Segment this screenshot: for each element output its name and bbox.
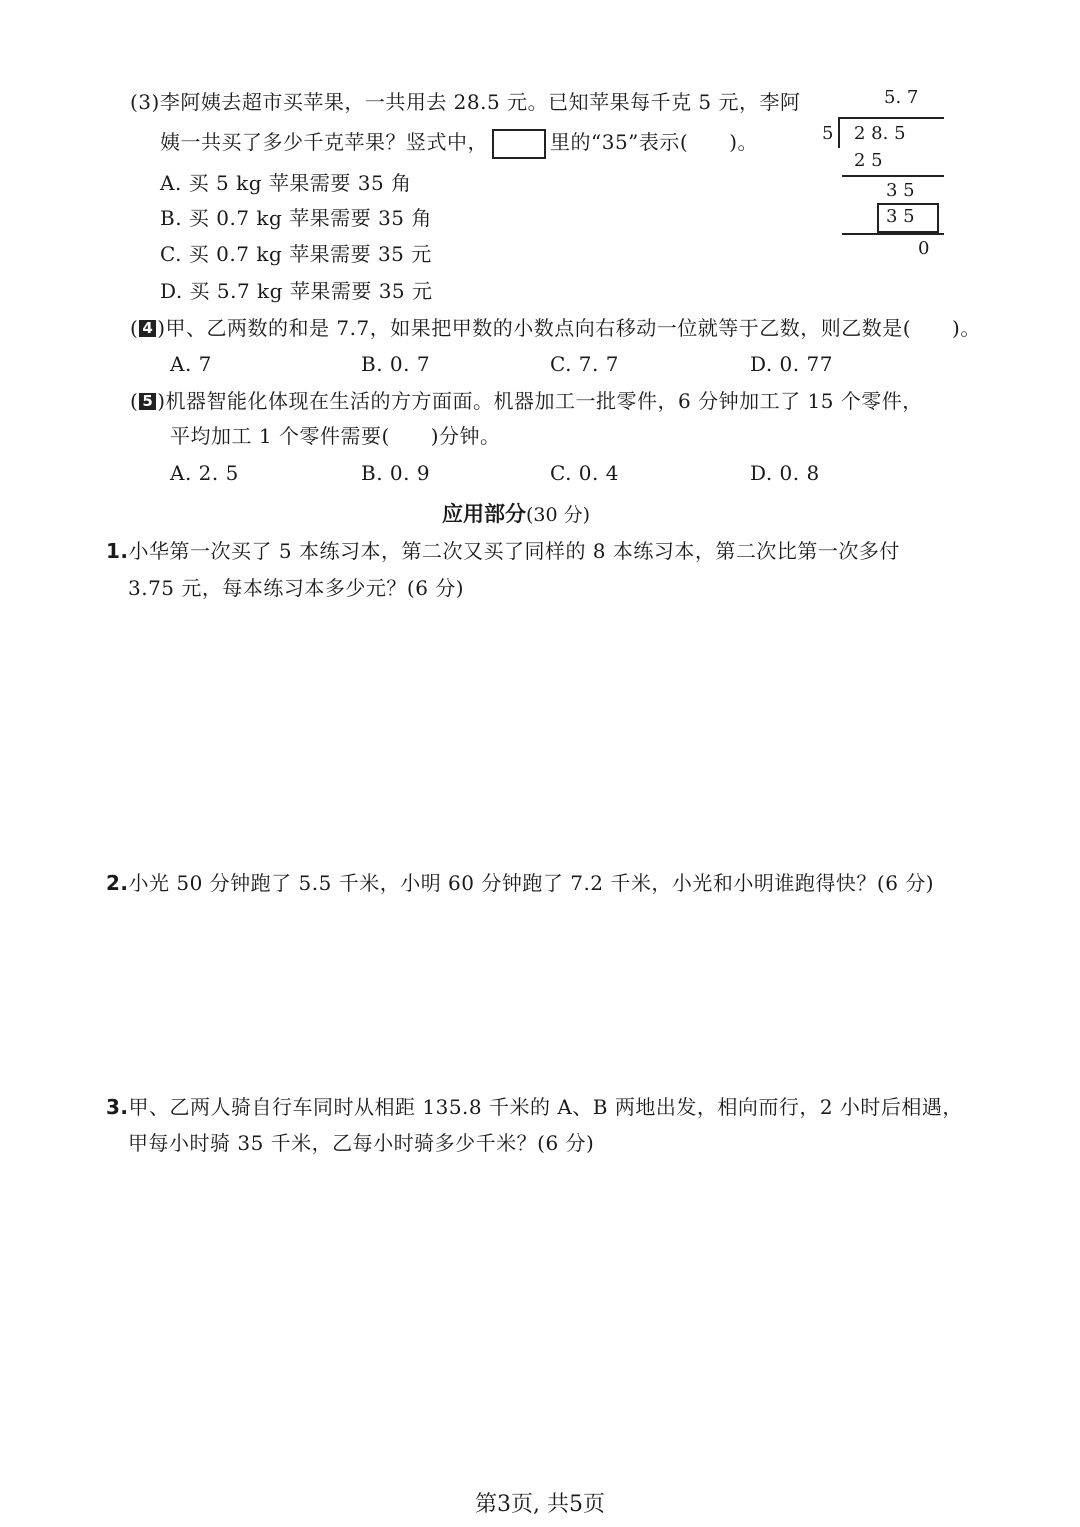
section-title-text: 应用部分	[442, 502, 526, 526]
q5-option-b: B. 0. 9	[361, 461, 431, 485]
q4-line1	[130, 314, 981, 342]
q3-line2-b: 里的“35”表示( )。	[550, 130, 759, 154]
q4-option-c: C. 7. 7	[550, 352, 619, 376]
q5-text: )机器智能化体现在生活的方方面面。机器加工一批零件，6 分钟加工了 15 个零件，	[157, 389, 923, 413]
section-score: (30 分)	[526, 504, 591, 526]
q4-option-d: D. 0. 77	[750, 352, 833, 376]
app3-text: 甲、乙两人骑自行车同时从相距 135.8 千米的 A、B 两地出发，相向而行，2 小时后相遇，	[128, 1095, 963, 1119]
section-title	[442, 498, 590, 528]
page-number: 第3页, 共5页	[475, 1492, 605, 1517]
app1-number: 1.	[106, 539, 129, 563]
q5-number: 5	[139, 393, 156, 410]
q3-line1: (3)李阿姨去超市买苹果，一共用去 28.5 元。已知苹果每千克 5 元，李阿	[130, 90, 801, 114]
q5-line1	[130, 387, 923, 415]
app1-text: 小华第一次买了 5 本练习本，第二次又买了同样的 8 本练习本，第二次比第一次多付	[128, 539, 900, 563]
division-step3: 3 5	[886, 206, 915, 227]
app2-text: 小光 50 分钟跑了 5.5 千米，小明 60 分钟跑了 7.2 千米，小光和小明谁跑得快？(6 分)	[128, 871, 935, 895]
division-rule-1	[842, 175, 944, 177]
division-rule-2	[842, 233, 944, 235]
q4-option-a: A. 7	[170, 352, 212, 376]
q5-open-paren: (	[130, 389, 139, 413]
app2-number: 2.	[106, 871, 129, 895]
q3-option-c: C. 买 0.7 kg 苹果需要 35 元	[160, 242, 432, 266]
division-divisor: 5	[822, 123, 834, 144]
q3-option-b: B. 买 0.7 kg 苹果需要 35 角	[160, 206, 432, 230]
q4-text: )甲、乙两数的和是 7.7，如果把甲数的小数点向右移动一位就等于乙数，则乙数是( )。	[157, 316, 981, 340]
q5-line2: 平均加工 1 个零件需要( )分钟。	[170, 424, 501, 448]
q4-number: 4	[139, 320, 156, 337]
division-step2: 3 5	[886, 180, 915, 201]
q5-option-a: A. 2. 5	[170, 461, 239, 485]
q3-option-d: D. 买 5.7 kg 苹果需要 35 元	[160, 279, 433, 303]
app1-line2: 3.75 元，每本练习本多少元？(6 分)	[128, 576, 465, 600]
q4-open-paren: (	[130, 316, 139, 340]
division-remainder: 0	[918, 238, 930, 259]
q3-line2-a: 姨一共买了多少千克苹果？竖式中，	[160, 130, 488, 154]
app3-line1	[106, 1093, 963, 1121]
app1-line1	[106, 537, 900, 565]
answer-box-placeholder	[492, 129, 546, 159]
division-bracket	[838, 118, 850, 148]
q4-option-b: B. 0. 7	[361, 352, 431, 376]
division-overline	[838, 117, 944, 119]
q5-option-c: C. 0. 4	[550, 461, 619, 485]
app2-line1	[106, 869, 934, 897]
q3-option-a: A. 买 5 kg 苹果需要 35 角	[160, 171, 412, 195]
app3-line2: 甲每小时骑 35 千米，乙每小时骑多少千米？(6 分)	[128, 1131, 595, 1155]
division-dividend: 2 8. 5	[854, 123, 906, 144]
q5-option-d: D. 0. 8	[750, 461, 820, 485]
division-step1: 2 5	[854, 150, 883, 171]
q3-line2	[160, 128, 758, 159]
app3-number: 3.	[106, 1095, 129, 1119]
division-quotient: 5. 7	[884, 87, 919, 108]
